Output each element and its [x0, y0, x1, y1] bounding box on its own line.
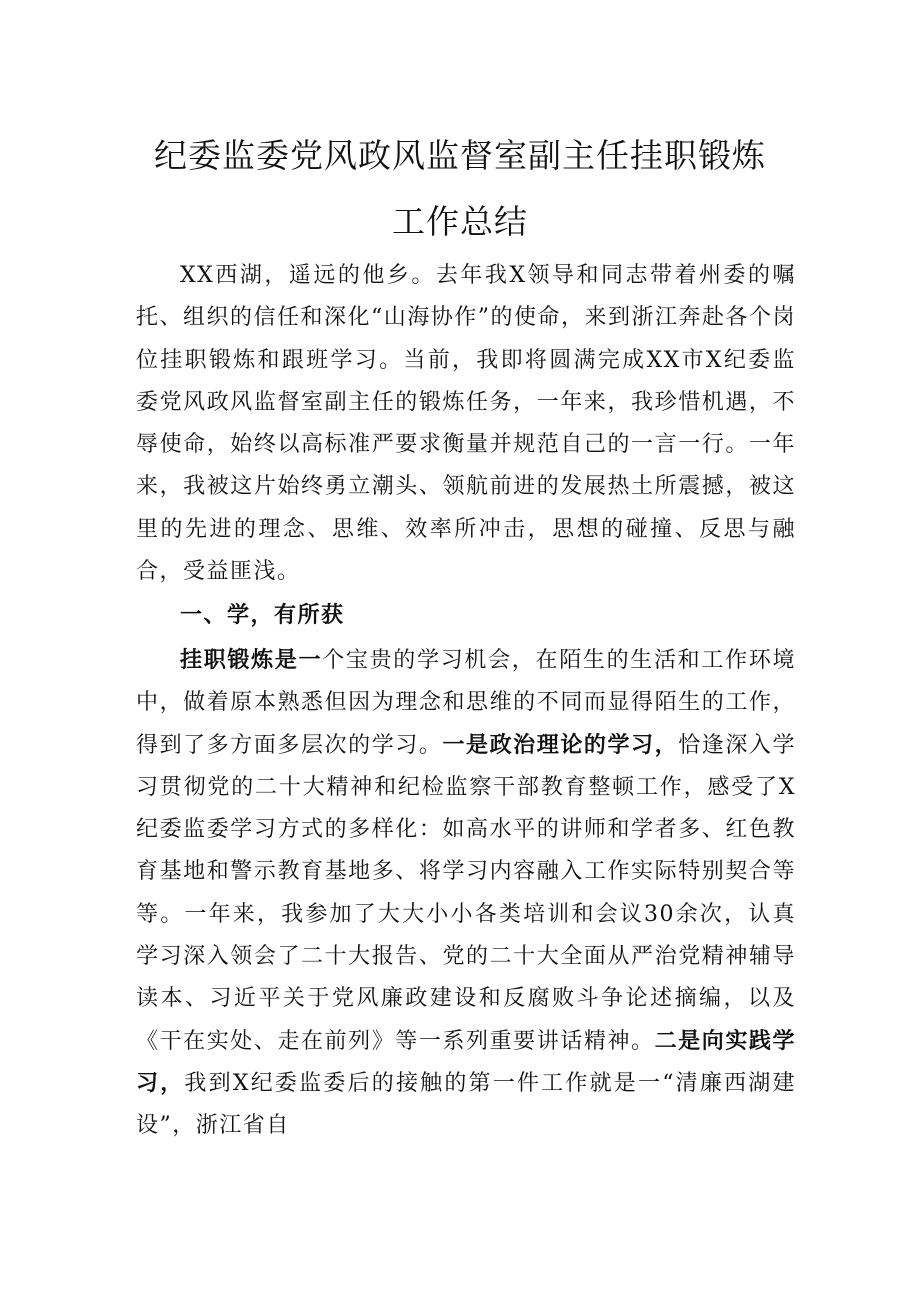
document-title-line-2: 工作总结 [392, 202, 528, 241]
lead-phrase: 挂职锻炼是一 [180, 648, 323, 673]
document-title-line-1: 纪委监委党风政风监督室副主任挂职锻炼 [154, 136, 766, 175]
point-1-heading: 一是政治理论的学习， [442, 732, 679, 758]
paragraph-text: 恰逢深入学习贯彻党的二十大精神和纪检监察干部教育整顿工作，感受了X纪委监委学习方式的多样化：如高水平的讲师和学者多、红色教育基地和警示教育基地多、将学习内容融入工作实际特别契合等等。一年来，我参加了大大小小各类培训和会议30余次，认真学习深入领会了二十大报告、党的二十大全面从严治党精神辅导读本、习近平关于党风廉政建设和反腐败斗争论述摘编，以及《干在实处、走在前列》等一系列重要讲话精神。 [136, 732, 796, 1054]
intro-paragraph: XX西湖，遥远的他乡。去年我X领导和同志带着州委的嘱托、组织的信任和深化“山海协作”的使命，来到浙江奔赴各个岗位挂职锻炼和跟班学习。当前，我即将圆满完成XX市X纪委监委党风政风监督室副主任的锻炼任务，一年来，我珍惜机遇，不辱使命，始终以高标准严要求衡量并规范自己的一言一行。一年来，我被这片始终勇立潮头、领航前进的发展热土所震撼，被这里的先进的理念、思维、效率所冲击，思想的碰撞、反思与融合，受益匪浅。 [136, 263, 796, 585]
section-1-heading: 一、学，有所获 [180, 603, 345, 628]
point-2-heading: 二是向实践学习， [136, 1028, 796, 1096]
paragraph-text: 个宝贵的学习机会，在陌生的生活和工作环境中，做着原本熟悉但因为理念和思维的不同而显得陌生的工作，得到了多方面多层次的学习。 [136, 648, 796, 758]
section-1-paragraph [136, 640, 796, 1148]
paragraph-text: 我到X纪委监委后的接触的第一件工作就是一“清廉西湖建设”，浙江省自 [136, 1070, 796, 1139]
